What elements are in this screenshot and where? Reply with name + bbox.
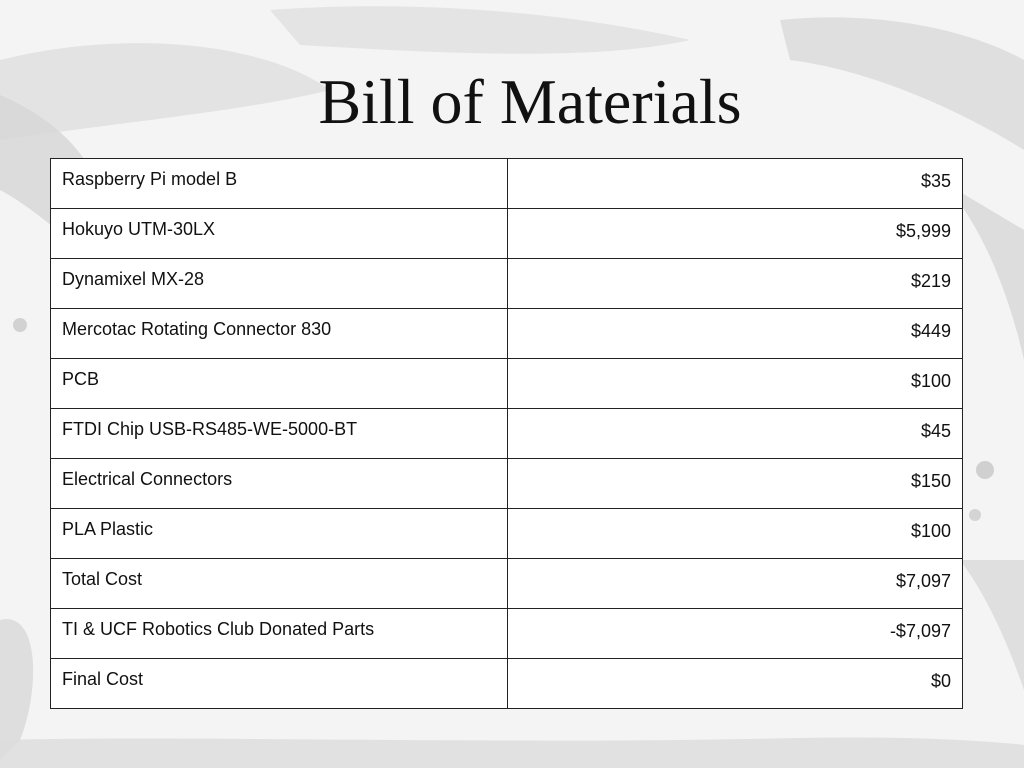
item-name-cell: Final Cost xyxy=(51,659,508,709)
donated-parts-row xyxy=(51,609,963,659)
item-name-cell: TI & UCF Robotics Club Donated Parts xyxy=(51,609,508,659)
item-cost-cell: $100 xyxy=(507,359,962,409)
item-cost-cell: $150 xyxy=(507,459,962,509)
table-row xyxy=(51,359,963,409)
item-cost-cell: $449 xyxy=(507,309,962,359)
table-row xyxy=(51,509,963,559)
table-row xyxy=(51,259,963,309)
item-name-cell: Dynamixel MX-28 xyxy=(51,259,508,309)
table-row xyxy=(51,309,963,359)
item-name-cell: PCB xyxy=(51,359,508,409)
item-cost-cell: $0 xyxy=(507,659,962,709)
item-cost-cell: $5,999 xyxy=(507,209,962,259)
table-row xyxy=(51,159,963,209)
total-cost-row xyxy=(51,559,963,609)
slide-title: Bill of Materials xyxy=(318,66,742,137)
item-name-cell: Total Cost xyxy=(51,559,508,609)
item-cost-cell: $45 xyxy=(507,409,962,459)
item-name-cell: Mercotac Rotating Connector 830 xyxy=(51,309,508,359)
table-row xyxy=(51,459,963,509)
item-name-cell: FTDI Chip USB-RS485-WE-5000-BT xyxy=(51,409,508,459)
bill-of-materials-table xyxy=(50,158,963,709)
final-cost-row xyxy=(51,659,963,709)
item-cost-cell: $35 xyxy=(507,159,962,209)
table-row xyxy=(51,209,963,259)
item-cost-cell: $219 xyxy=(507,259,962,309)
item-name-cell: Electrical Connectors xyxy=(51,459,508,509)
item-name-cell: Raspberry Pi model B xyxy=(51,159,508,209)
item-cost-cell: $7,097 xyxy=(507,559,962,609)
item-cost-cell: -$7,097 xyxy=(507,609,962,659)
item-name-cell: Hokuyo UTM-30LX xyxy=(51,209,508,259)
item-name-cell: PLA Plastic xyxy=(51,509,508,559)
item-cost-cell: $100 xyxy=(507,509,962,559)
table-row xyxy=(51,409,963,459)
